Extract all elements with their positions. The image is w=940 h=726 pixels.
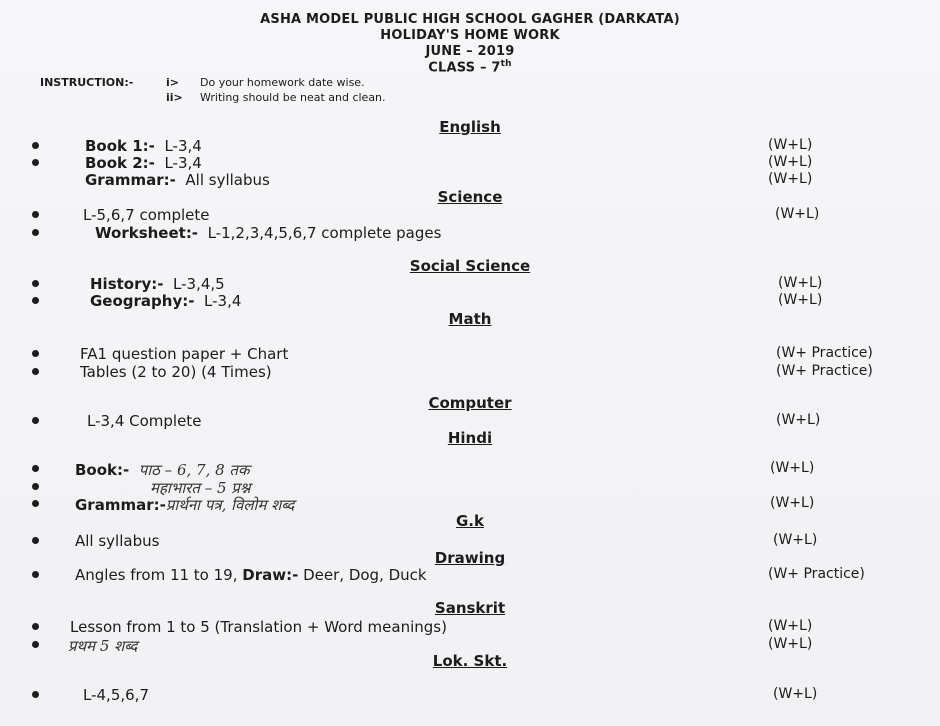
bullet-icon xyxy=(32,623,39,630)
item-text: L-3,4 xyxy=(164,137,202,155)
bullet-icon xyxy=(32,159,39,166)
item-mark: (W+L) xyxy=(768,154,813,170)
item-text: FA1 question paper + Chart xyxy=(80,345,289,363)
list-item xyxy=(0,532,940,550)
list-item xyxy=(0,275,940,293)
section-heading-drawing: Drawing xyxy=(434,549,506,567)
item-mark: (W+L) xyxy=(770,495,815,511)
section-heading-social-science: Social Science xyxy=(409,257,531,275)
section-heading-science: Science xyxy=(437,188,503,206)
item-mark: (W+L) xyxy=(773,686,818,702)
item-mark: (W+L) xyxy=(770,460,815,476)
section-heading-english: English xyxy=(439,118,501,136)
item-text: All syllabus xyxy=(75,532,160,550)
item-label: Grammar:- xyxy=(85,171,176,189)
instruction-num-1: i> xyxy=(166,76,179,89)
item-text: L-3,4 xyxy=(164,154,202,172)
section-heading-gk: G.k xyxy=(456,512,484,530)
list-item xyxy=(0,154,940,172)
item-text: Lesson from 1 to 5 (Translation + Word meanings) xyxy=(70,618,447,636)
item-label: Worksheet:- xyxy=(95,224,199,242)
item-mark: (W+L) xyxy=(768,636,813,652)
list-item xyxy=(0,412,940,430)
list-item xyxy=(0,618,940,636)
bullet-icon xyxy=(32,229,39,236)
class-sup: th xyxy=(500,59,512,69)
item-text-handwritten: पाठ – 6, 7, 8 तक xyxy=(138,461,250,479)
section-heading-lok-skt: Lok. Skt. xyxy=(432,652,508,670)
bullet-icon xyxy=(32,368,39,375)
section-heading-hindi: Hindi xyxy=(447,429,493,447)
bullet-icon xyxy=(32,691,39,698)
item-mark: (W+L) xyxy=(768,137,813,153)
item-text-2: Deer, Dog, Duck xyxy=(303,566,427,584)
bullet-icon xyxy=(32,417,39,424)
instruction-label: INSTRUCTION:- xyxy=(40,76,134,89)
list-item xyxy=(0,345,940,363)
item-mark: (W+L) xyxy=(775,206,820,222)
month-year: JUNE – 2019 xyxy=(425,44,515,59)
bullet-icon xyxy=(32,641,39,648)
bullet-icon xyxy=(32,465,39,472)
item-mark: (W+L) xyxy=(778,275,823,291)
instruction-num-2: ii> xyxy=(166,91,183,104)
bullet-icon xyxy=(32,571,39,578)
section-heading-computer: Computer xyxy=(428,394,512,412)
item-label: Grammar:- xyxy=(75,496,166,514)
list-item xyxy=(0,460,940,478)
bullet-icon xyxy=(32,483,39,490)
bullet-icon xyxy=(32,211,39,218)
list-item xyxy=(0,292,940,310)
item-label: History:- xyxy=(90,275,164,293)
bullet-icon xyxy=(32,537,39,544)
item-text: L-1,2,3,4,5,6,7 complete pages xyxy=(207,224,442,242)
list-item xyxy=(0,171,940,189)
list-item xyxy=(0,495,940,513)
school-name: ASHA MODEL PUBLIC HIGH SCHOOL GAGHER (DARKATA) xyxy=(260,12,680,27)
item-text: Tables (2 to 20) (4 Times) xyxy=(80,363,272,381)
item-text-handwritten: प्रार्थना पत्र, विलोम शब्द xyxy=(165,496,295,514)
list-item xyxy=(0,206,940,224)
item-text: L-3,4 xyxy=(204,292,242,310)
item-text: L-5,6,7 complete xyxy=(83,206,210,224)
list-item xyxy=(0,478,940,496)
list-item xyxy=(0,137,940,155)
item-text: L-4,5,6,7 xyxy=(83,686,149,704)
instructions xyxy=(40,75,386,105)
item-mark: (W+ Practice) xyxy=(768,566,865,582)
bullet-icon xyxy=(32,297,39,304)
item-label: Draw:- xyxy=(242,566,299,584)
item-mark: (W+L) xyxy=(768,618,813,634)
list-item xyxy=(0,224,940,242)
list-item xyxy=(0,686,940,704)
bullet-icon xyxy=(32,142,39,149)
sheet-title: HOLIDAY'S HOME WORK xyxy=(380,28,560,43)
item-label: Book 1:- xyxy=(85,137,155,155)
item-mark: (W+L) xyxy=(773,532,818,548)
item-text: All syllabus xyxy=(185,171,270,189)
item-label: Geography:- xyxy=(90,292,195,310)
item-mark: (W+ Practice) xyxy=(776,363,873,379)
list-item xyxy=(0,363,940,381)
bullet-icon xyxy=(32,500,39,507)
item-label: Book 2:- xyxy=(85,154,155,172)
class-text: CLASS – 7 xyxy=(428,60,501,76)
item-text-handwritten: प्रथम 5 शब्द xyxy=(68,637,138,655)
item-mark: (W+L) xyxy=(768,171,813,187)
instruction-text-2: Writing should be neat and clean. xyxy=(200,91,386,104)
item-text: Angles from 11 to 19, xyxy=(75,566,238,584)
item-text-handwritten: महाभारत – 5 प्रश्न xyxy=(150,479,251,497)
item-label: Book:- xyxy=(75,461,130,479)
item-mark: (W+L) xyxy=(776,412,821,428)
item-mark: (W+L) xyxy=(778,292,823,308)
bullet-icon xyxy=(32,350,39,357)
section-heading-sanskrit: Sanskrit xyxy=(434,599,506,617)
item-text: L-3,4 Complete xyxy=(87,412,202,430)
section-heading-math: Math xyxy=(448,310,492,328)
item-mark: (W+ Practice) xyxy=(776,345,873,361)
instruction-text-1: Do your homework date wise. xyxy=(200,76,365,89)
list-item xyxy=(0,566,940,584)
bullet-icon xyxy=(32,280,39,287)
class-line xyxy=(0,59,940,75)
item-text: L-3,4,5 xyxy=(173,275,225,293)
